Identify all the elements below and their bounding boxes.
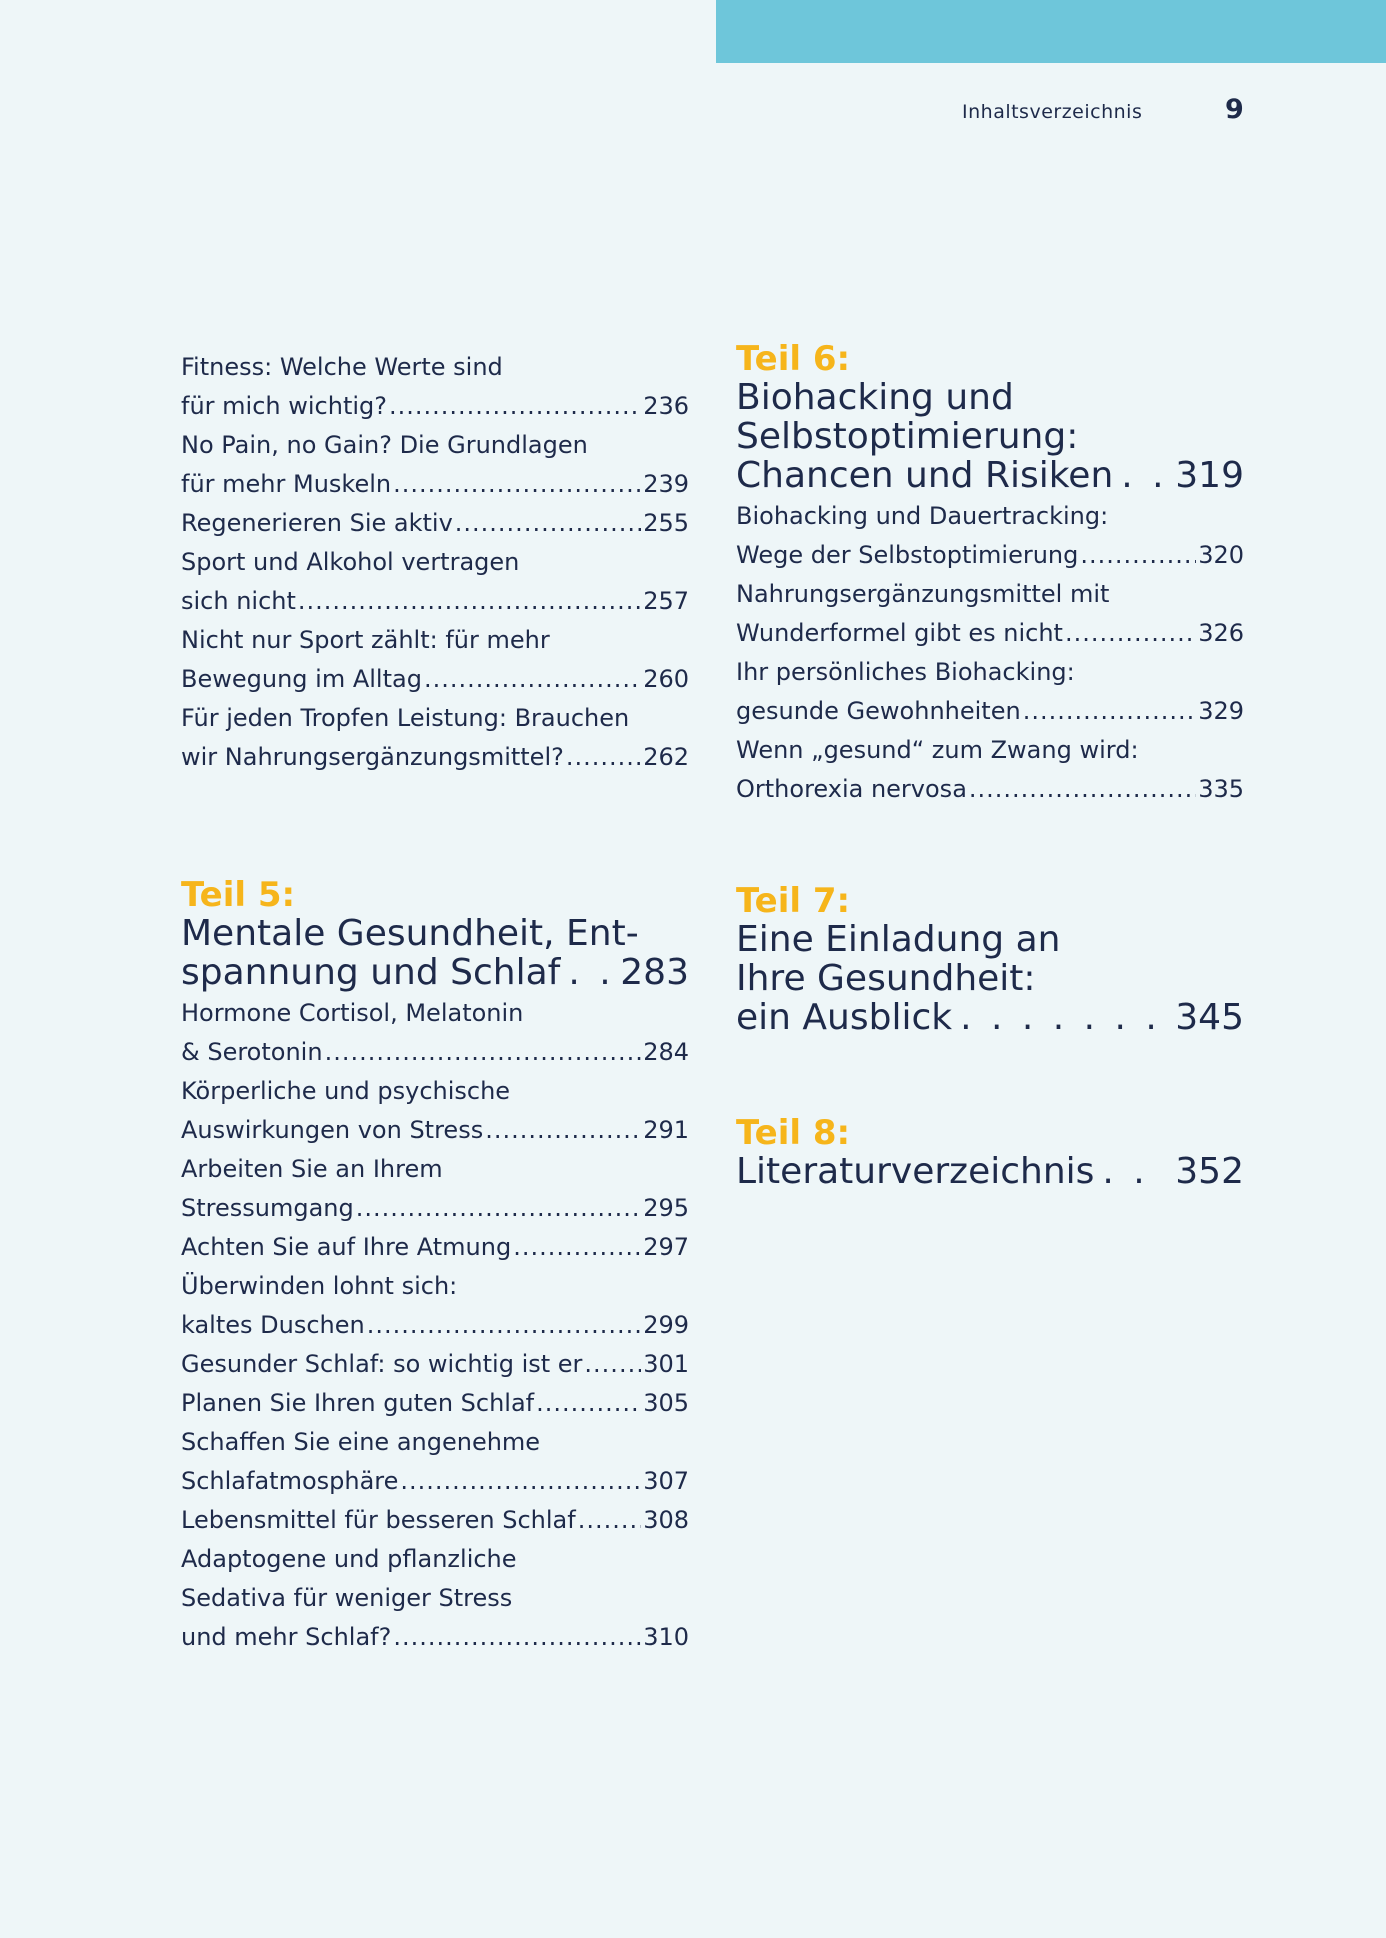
toc-entry-title-line: Nahrungsergänzungsmittel mit bbox=[736, 580, 1110, 608]
dot-leader bbox=[389, 387, 641, 426]
toc-page-number: 310 bbox=[643, 1623, 689, 1651]
dot-leader bbox=[393, 465, 641, 504]
part-title-line: Biohacking und bbox=[736, 377, 1014, 418]
part-label: Teil 8: bbox=[736, 1113, 851, 1153]
running-head: Inhaltsverzeichnis bbox=[962, 101, 1143, 123]
part-label: Teil 5: bbox=[181, 875, 296, 915]
toc-entry-title-line: Überwinden lohnt sich: bbox=[181, 1272, 458, 1300]
toc-entry-title-line: & Serotonin bbox=[181, 1038, 323, 1066]
toc-entry-title-line: Wege der Selbstoptimierung bbox=[736, 541, 1079, 569]
part-title-line: Mentale Gesundheit, Ent- bbox=[181, 913, 639, 954]
header-color-band bbox=[716, 0, 1386, 63]
toc-entry-last-line bbox=[181, 504, 689, 543]
toc-entry-last-line bbox=[736, 770, 1244, 809]
toc-entry-last-line bbox=[181, 1462, 689, 1501]
toc-entry-title-line: Planen Sie Ihren guten Schlaf bbox=[181, 1389, 535, 1417]
dot-leader bbox=[536, 1384, 641, 1423]
toc-entry-last-line bbox=[181, 738, 689, 777]
toc-page-number: 295 bbox=[643, 1194, 689, 1222]
toc-entry[interactable] bbox=[181, 1072, 689, 1150]
toc-entry[interactable] bbox=[736, 497, 1244, 575]
toc-entry-last-line bbox=[181, 1384, 689, 1423]
toc-entry-title-line: Lebensmittel für besseren Schlaf bbox=[181, 1506, 576, 1534]
toc-entry-title-line: Hormone Cortisol, Melatonin bbox=[181, 999, 524, 1027]
toc-entry-last-line bbox=[181, 1345, 689, 1384]
toc-entry-last-line bbox=[736, 614, 1244, 653]
toc-page-number: 308 bbox=[643, 1506, 689, 1534]
toc-entry-title-line: Auswirkungen von Stress bbox=[181, 1116, 484, 1144]
toc-page-number: 262 bbox=[643, 743, 689, 771]
toc-page-number: 305 bbox=[643, 1389, 689, 1417]
toc-left-column bbox=[181, 348, 689, 1657]
toc-entry-title-line: für mich wichtig? bbox=[181, 392, 387, 420]
toc-entry-last-line bbox=[181, 1189, 689, 1228]
toc-entry-title-line: für mehr Muskeln bbox=[181, 470, 392, 498]
toc-entry-title-line: Körperliche und psychische bbox=[181, 1077, 511, 1105]
part-label: Teil 6: bbox=[736, 339, 851, 379]
toc-page-number: 260 bbox=[643, 665, 689, 693]
page-number: 9 bbox=[1225, 94, 1244, 125]
part-title-last-line[interactable] bbox=[736, 1152, 1244, 1191]
toc-entry[interactable] bbox=[181, 426, 689, 504]
toc-entry-title-line: Für jeden Tropfen Leistung: Brauchen bbox=[181, 704, 630, 732]
toc-entry-title-line: Stressumgang bbox=[181, 1194, 354, 1222]
dot-leader bbox=[584, 1345, 641, 1384]
toc-entry-title-line: Wunderformel gibt es nicht bbox=[736, 619, 1063, 647]
dot-leader bbox=[325, 1033, 642, 1072]
toc-entry[interactable] bbox=[181, 543, 689, 621]
toc-entry-title-line: Schaffen Sie eine angenehme bbox=[181, 1428, 541, 1456]
toc-entry[interactable] bbox=[181, 699, 689, 777]
toc-page-number: 239 bbox=[643, 470, 689, 498]
toc-part-7 bbox=[736, 882, 1244, 1037]
toc-page-number: 236 bbox=[643, 392, 689, 420]
toc-page-number: 335 bbox=[1198, 775, 1244, 803]
toc-entry-title-line: und mehr Schlaf? bbox=[181, 1623, 392, 1651]
toc-entry-title-line: Biohacking und Dauertracking: bbox=[736, 502, 1109, 530]
toc-entry-title-line: Nicht nur Sport zählt: für mehr bbox=[181, 626, 550, 654]
toc-entry-title-line: gesunde Gewohnheiten bbox=[736, 697, 1021, 725]
toc-entry-title-line: Orthorexia nervosa bbox=[736, 775, 967, 803]
toc-entry[interactable] bbox=[181, 1345, 689, 1384]
toc-entry-title-line: kaltes Duschen bbox=[181, 1311, 365, 1339]
toc-entry-title-line: Wenn „gesund“ zum Zwang wird: bbox=[736, 736, 1139, 764]
toc-entry-title-line: Ihr persönliches Biohacking: bbox=[736, 658, 1075, 686]
toc-entry[interactable] bbox=[181, 1384, 689, 1423]
part-page-number: 319 bbox=[1175, 455, 1244, 496]
toc-entry[interactable] bbox=[181, 348, 689, 426]
part-title-line: ein Ausblick bbox=[736, 997, 953, 1038]
dot-leader bbox=[960, 998, 1167, 1037]
toc-entry-title-line: Regenerieren Sie aktiv bbox=[181, 509, 453, 537]
toc-entry-title-line: Gesunder Schlaf: so wichtig ist er bbox=[181, 1350, 583, 1378]
toc-page-number: 297 bbox=[643, 1233, 689, 1261]
dot-leader bbox=[969, 770, 1196, 809]
toc-entry-last-line bbox=[181, 1111, 689, 1150]
dot-leader bbox=[568, 953, 612, 992]
toc-entry-last-line bbox=[181, 1033, 689, 1072]
toc-entry-last-line bbox=[181, 1228, 689, 1267]
part-title-last-line[interactable] bbox=[736, 998, 1244, 1037]
part-label: Teil 7: bbox=[736, 881, 851, 921]
toc-page-number: 255 bbox=[643, 509, 689, 537]
dot-leader bbox=[424, 660, 641, 699]
toc-entry-last-line bbox=[181, 1501, 689, 1540]
part-title-line: Ihre Gesundheit: bbox=[736, 958, 1036, 999]
toc-page-number: 291 bbox=[643, 1116, 689, 1144]
part-title-line: Literaturverzeichnis bbox=[736, 1151, 1095, 1192]
dot-leader bbox=[513, 1228, 641, 1267]
toc-page-number: 299 bbox=[643, 1311, 689, 1339]
toc-page-number: 320 bbox=[1198, 541, 1244, 569]
toc-entry-title-line: sich nicht bbox=[181, 587, 296, 615]
toc-entry-last-line bbox=[181, 1306, 689, 1345]
toc-entry-title-line: Achten Sie auf Ihre Atmung bbox=[181, 1233, 512, 1261]
part-title-last-line[interactable] bbox=[181, 953, 689, 992]
toc-page-number: 307 bbox=[643, 1467, 689, 1495]
toc-part-6 bbox=[736, 340, 1244, 495]
toc-entry-title-line: Bewegung im Alltag bbox=[181, 665, 422, 693]
part-page-number: 352 bbox=[1175, 1151, 1244, 1192]
toc-entry-last-line bbox=[181, 387, 689, 426]
toc-entry-list bbox=[736, 497, 1244, 809]
toc-entry-last-line bbox=[181, 660, 689, 699]
dot-leader bbox=[1121, 456, 1167, 495]
toc-entry-title-line: Sport und Alkohol vertragen bbox=[181, 548, 520, 576]
dot-leader bbox=[1102, 1152, 1167, 1191]
toc-entry-title-line: Fitness: Welche Werte sind bbox=[181, 353, 503, 381]
toc-entry-list bbox=[181, 348, 689, 777]
toc-entry-title-line: Adaptogene und pflanzliche bbox=[181, 1545, 517, 1573]
toc-entry-title-line: Sedativa für weniger Stress bbox=[181, 1584, 513, 1612]
toc-entry[interactable] bbox=[181, 1540, 689, 1657]
toc-entry-list bbox=[181, 994, 689, 1657]
toc-page-number: 326 bbox=[1198, 619, 1244, 647]
toc-entry-last-line bbox=[736, 692, 1244, 731]
toc-entry[interactable] bbox=[181, 1228, 689, 1267]
toc-entry-title-line: No Pain, no Gain? Die Grundlagen bbox=[181, 431, 588, 459]
dot-leader bbox=[298, 582, 641, 621]
toc-entry[interactable] bbox=[736, 575, 1244, 653]
toc-part-5 bbox=[181, 876, 689, 992]
toc-entry-title-line: wir Nahrungsergänzungsmittel? bbox=[181, 743, 564, 771]
toc-entry[interactable] bbox=[181, 504, 689, 543]
toc-entry[interactable] bbox=[181, 1267, 689, 1345]
part-title-line: Selbstoptimierung: bbox=[736, 416, 1079, 457]
dot-leader bbox=[578, 1501, 641, 1540]
dot-leader bbox=[455, 504, 641, 543]
toc-right-column bbox=[736, 340, 1244, 1193]
toc-entry-title-line: Schlafatmosphäre bbox=[181, 1467, 399, 1495]
part-title-line: spannung und Schlaf bbox=[181, 952, 561, 993]
part-title-line: Eine Einladung an bbox=[736, 919, 1061, 960]
dot-leader bbox=[400, 1462, 641, 1501]
dot-leader bbox=[1023, 692, 1197, 731]
part-title-last-line[interactable] bbox=[736, 456, 1244, 495]
dot-leader bbox=[393, 1618, 641, 1657]
toc-entry[interactable] bbox=[181, 994, 689, 1072]
dot-leader bbox=[566, 738, 641, 777]
toc-part-8 bbox=[736, 1114, 1244, 1191]
dot-leader bbox=[485, 1111, 641, 1150]
toc-page-number: 257 bbox=[643, 587, 689, 615]
dot-leader bbox=[367, 1306, 641, 1345]
dot-leader bbox=[356, 1189, 641, 1228]
dot-leader bbox=[1080, 536, 1196, 575]
toc-entry[interactable] bbox=[736, 731, 1244, 809]
toc-entry[interactable] bbox=[736, 653, 1244, 731]
part-title-line: Chancen und Risiken bbox=[736, 455, 1114, 496]
toc-page-number: 301 bbox=[643, 1350, 689, 1378]
toc-page-number: 284 bbox=[643, 1038, 689, 1066]
toc-entry[interactable] bbox=[181, 1150, 689, 1228]
part-page-number: 283 bbox=[620, 952, 689, 993]
toc-entry-title-line: Arbeiten Sie an Ihrem bbox=[181, 1155, 443, 1183]
toc-entry-last-line bbox=[181, 1618, 689, 1657]
toc-entry-last-line bbox=[181, 582, 689, 621]
part-page-number: 345 bbox=[1175, 997, 1244, 1038]
toc-entry[interactable] bbox=[181, 1501, 689, 1540]
toc-entry[interactable] bbox=[181, 1423, 689, 1501]
toc-entry[interactable] bbox=[181, 621, 689, 699]
dot-leader bbox=[1065, 614, 1196, 653]
toc-page-number: 329 bbox=[1198, 697, 1244, 725]
toc-entry-last-line bbox=[736, 536, 1244, 575]
toc-entry-last-line bbox=[181, 465, 689, 504]
